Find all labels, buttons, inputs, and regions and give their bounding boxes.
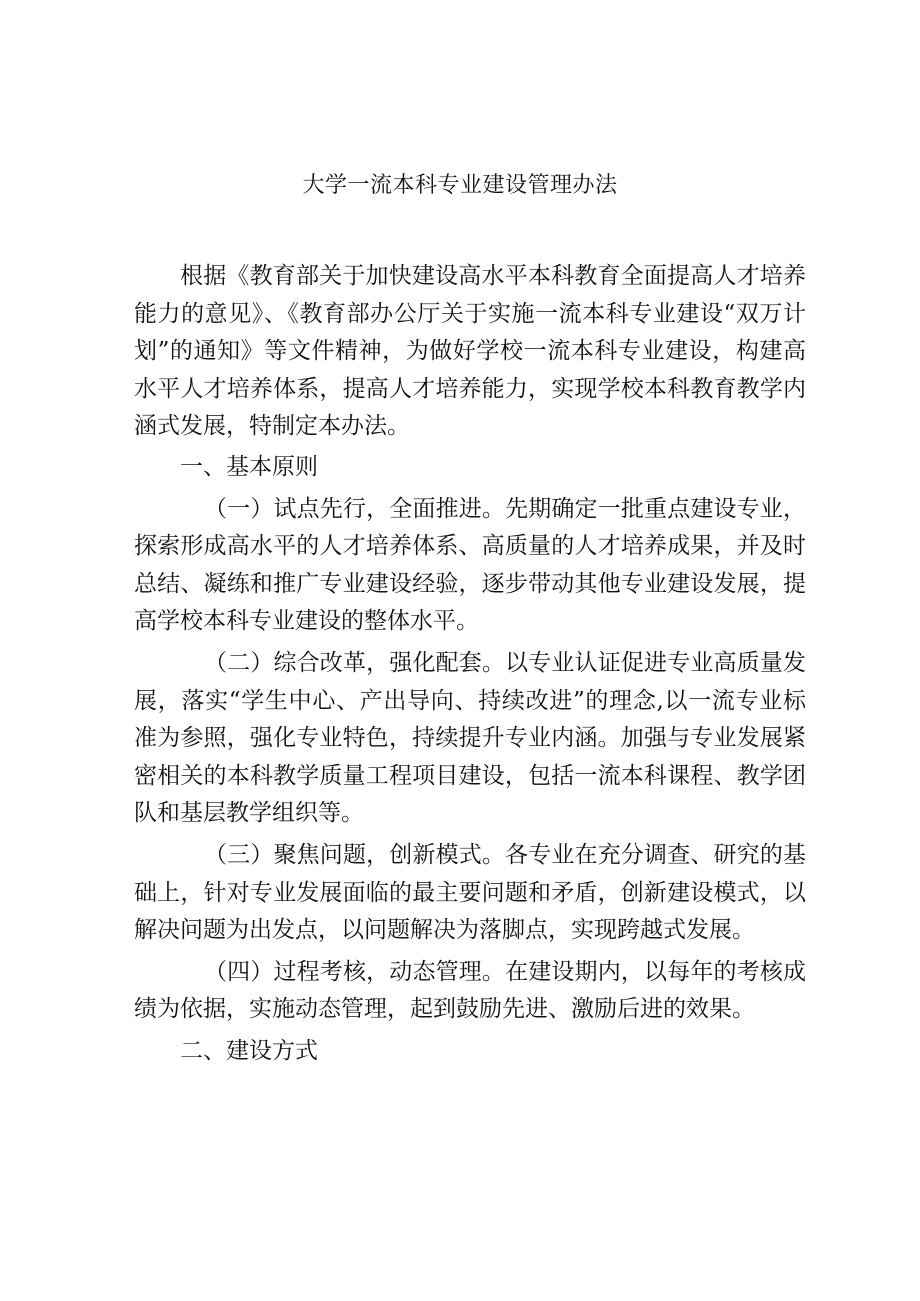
principle-item-4: （四）过程考核，动态管理。在建设期内，以每年的考核成绩为依据，实施动态管理，起到鼓励先进、激励后进的效果。	[134, 958, 806, 1023]
document-title: 大学一流本科专业建设管理办法	[302, 173, 618, 198]
principle-item-1: （一）试点先行，全面推进。先期确定一批重点建设专业，探索形成高水平的人才培养体系、高质量的人才培养成果，并及时总结、凝练和推广专业建设经验，逐步带动其他专业建设发展，提高学校本科专业建设的整体水平。	[134, 495, 806, 635]
section-heading-construction-method: 二、建设方式	[180, 1037, 318, 1064]
principle-item-3: （三）聚焦问题，创新模式。各专业在充分调查、研究的基础上，针对专业发展面临的最主要问题和矛盾，创新建设模式，以解决问题为出发点，以问题解决为落脚点，实现跨越式发展。	[134, 841, 806, 944]
intro-paragraph: 根据《教育部关于加快建设高水平本科教育全面提高人才培养能力的意见》、《教育部办公厅关于实施一流本科专业建设“双万计划”的通知》等文件精神，为做好学校一流本科专业建设，构建高水平人才培养体系，提高人才培养能力，实现学校本科教育教学内涵式发展，特制定本办法。	[134, 263, 806, 440]
principle-item-2: （二）综合改革，强化配套。以专业认证促进专业高质量发展，落实“学生中心、产出导向、持续改进”的理念,以一流专业标准为参照，强化专业特色，持续提升专业内涵。加强与专业发展紧密相关的本科教学质量工程项目建设，包括一流本科课程、教学团队和基层教学组织等。	[134, 649, 806, 827]
document-body	[134, 258, 806, 1074]
section-heading-basic-principles: 一、基本原则	[180, 453, 318, 480]
